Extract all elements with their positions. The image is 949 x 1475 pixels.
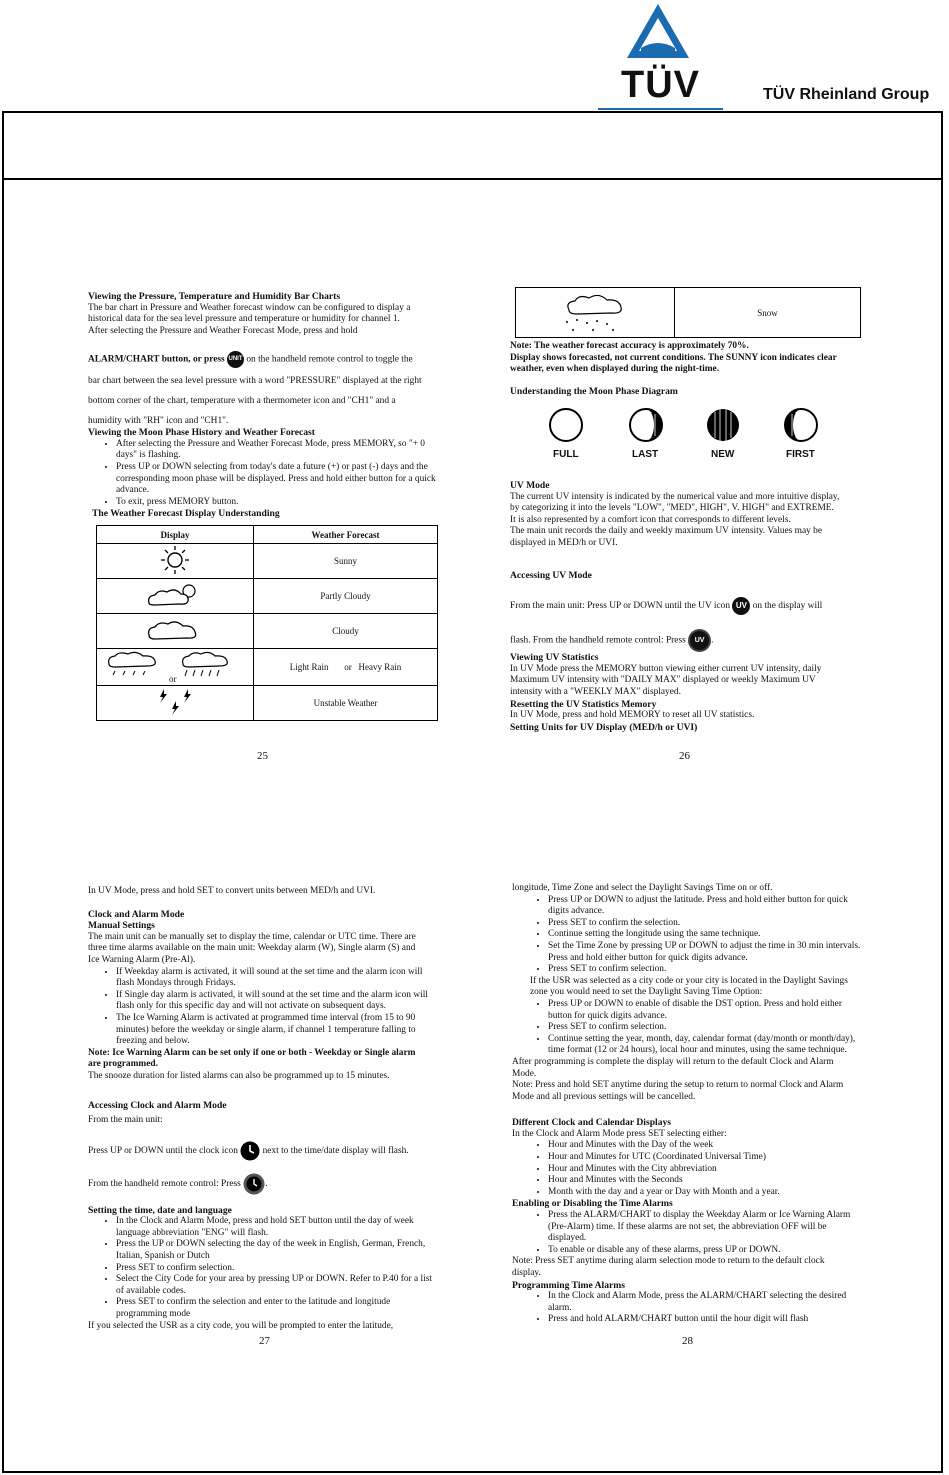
list-item: • Press UP or DOWN to adjust the latitude. Press and hold either button for quick digits advance.	[548, 895, 867, 918]
list-item: • Hour and Minutes with the City abbreviation	[548, 1164, 867, 1176]
heading-accessing-uv: Accessing UV Mode	[510, 569, 592, 581]
list-item: • After selecting the Pressure and Weather Forecast Mode, press MEMORY, so "+ 0 days" is flashing.	[116, 439, 438, 462]
heading-programming-alarms: Programming Time Alarms	[512, 1279, 625, 1291]
list-item: • Continue setting the year, month, day, calendar format (day/month or month/day), time format (12 or 24 hours), local hour and minutes, using the same technique.	[548, 1034, 867, 1057]
heading-enable-alarms: Enabling or Disabling the Time Alarms	[512, 1198, 673, 1210]
row-snow: Snow	[675, 288, 861, 338]
list-item: • Month with the day and a year or Day with Month and a year.	[548, 1187, 867, 1199]
list-item: • Press the ALARM/CHART to display the Weekday Alarm or Ice Warning Alarm (Pre-Alarm) time. If these alarms are not set, the abbreviation OFF will be displayed.	[548, 1210, 867, 1245]
heading-uv-mode: UV Mode	[510, 480, 550, 491]
heading-moon-history: Viewing the Moon Phase History and Weather Forecast	[88, 427, 315, 439]
text-line: bar chart between the sea level pressure with a word "PRESSURE" displayed at the right	[88, 376, 422, 387]
text-line: The main unit records the daily and weekly maximum UV intensity. Values may be	[510, 526, 822, 537]
light-rain-icon	[103, 650, 167, 682]
text-line: The current UV intensity is indicated by the numerical value and more intuitive display,	[510, 491, 840, 502]
enable-alarms-list	[512, 1210, 867, 1256]
text-line: bottom corner of the chart, temperature with a thermometer icon and "CH1" and a	[88, 395, 396, 406]
unstable-weather-icon	[150, 687, 200, 717]
note-line: are programmed.	[88, 1059, 158, 1070]
text-line: display.	[512, 1268, 541, 1278]
partly-cloudy-icon	[143, 581, 207, 609]
list-item: • Press the UP or DOWN selecting the day of the week in English, German, French, Italian, Spanish or Dutch	[116, 1239, 438, 1262]
note-line: weather, even when displayed during the night-time.	[510, 364, 720, 375]
list-item: • Press UP or DOWN to enable of disable the DST option. Press and hold either button for quick digits advance.	[548, 999, 867, 1022]
unit-button-icon: UNIT	[227, 351, 244, 368]
text-line: zone you would need to set the Daylight Saving Time Option:	[530, 987, 763, 998]
display-options-list	[512, 1140, 867, 1198]
text-line: Mode.	[512, 1068, 537, 1079]
list-item: • Press SET to confirm selection.	[548, 964, 867, 976]
moon-label-full: FULL	[553, 449, 579, 460]
page-27: In UV Mode, press and hold SET to convert units between MED/h and UVI. Clock and Alarm Mode Manual Settings The main unit can be manually set to display the time, calendar or UTC time. There are three time alarms available on the main unit: Weekday alarm (W), Single alarm (S) and Ice Warning Alarm (Pre-Al). • If Weekday alarm is activated, it will sound at the set time and the alarm icon will flash Mondays through Fridays. • If Single day alarm is activated, it will sound at the set time and the alarm icon will flash only for this specific day and will not activate on subsequent days. • The Ice Warning Alarm is activated at programmed time interval (from 15 to 90 minutes) before the weekday or single alarm, if channel 1 temperature falling to freezing and below. Note: Ice Warning Alarm can be set only if one or both - Weekday or Single alarm are programmed. The snooze duration for listed alarms can also be programmed up to 15 minutes. Accessing Clock and Alarm Mode From the main unit: Press UP or DOWN until the clock icon next to the time/date display will flash. From the handheld remote control: Press . Setting the time, date and language • In the Clock and Alarm Mode, press and hold SET button until the day of week language abbreviation "ENG" will flash. • Press the UP or DOWN selecting the day of the week in English, German, French, Italian, Spanish or Dutch • Press SET to confirm selection. • Select the City Code for your area by pressing UP or DOWN. Refer to P.40 for a list of available codes. • Press SET to confirm the selection and enter to the latitude and longitude programming mode If you selected the USR as a city code, you will be prompted to enter the latitude,	[88, 886, 438, 1332]
text-line: In UV Mode, press and hold MEMORY to reset all UV statistics.	[510, 710, 755, 721]
text-line: Heavy Rain	[358, 662, 402, 672]
page-number-25: 25	[257, 750, 268, 762]
moon-label-first: FIRST	[786, 449, 815, 460]
or-label: or	[169, 674, 177, 684]
heading-manual-settings: Manual Settings	[88, 920, 155, 932]
alarm-types-list	[88, 967, 438, 1048]
list-item: • Select the City Code for your area by pressing UP or DOWN. Refer to P.40 for a list of available codes.	[116, 1274, 438, 1297]
moon-new-icon	[704, 406, 742, 444]
col-forecast: Weather Forecast	[254, 526, 438, 544]
list-item: • If Single day alarm is activated, it will sound at the set time and the alarm icon will flash only for this specific day and will not activate on subsequent days.	[116, 990, 438, 1013]
text-line: Press UP or DOWN until the clock icon	[88, 1145, 238, 1156]
list-item: • Hour and Minutes with the Day of the week	[548, 1140, 867, 1152]
logo-underline	[598, 108, 723, 110]
text-line: longitude, Time Zone and select the Daylight Savings Time on or off.	[512, 883, 773, 893]
text-line: humidity with "RH" icon and "CH1".	[88, 415, 229, 426]
page-number-26: 26	[679, 750, 690, 762]
text-line: Note: Press SET anytime during alarm selection mode to return to the default clock	[512, 1256, 825, 1267]
text-line: displayed in MED/h or UVI.	[510, 537, 618, 548]
list-item: • To exit, press MEMORY button.	[116, 497, 438, 509]
dst-steps-list	[512, 999, 867, 1057]
list-item: • Hour and Minutes for UTC (Coordinated Universal Time)	[548, 1152, 867, 1164]
text-line: Maximum UV intensity with "DAILY MAX" displayed or weekly Maximum UV	[510, 675, 816, 686]
heading-setting-time: Setting the time, date and language	[88, 1204, 232, 1216]
row-unstable: Unstable Weather	[254, 686, 438, 721]
text-line: It is also represented by a comfort icon that corresponds to different levels.	[510, 514, 791, 525]
text-line: In UV Mode, press and hold SET to convert units between MED/h and UVI.	[88, 886, 376, 896]
text-line: flash. From the handheld remote control: Press	[510, 635, 686, 646]
row-sunny: Sunny	[254, 544, 438, 579]
list-item: • Press SET to confirm the selection.	[548, 918, 867, 930]
list-item: • In the Clock and Alarm Mode, press and hold SET button until the day of week language abbreviation "ENG" will flash.	[116, 1216, 438, 1239]
page-26	[510, 341, 870, 397]
cloudy-icon	[143, 617, 207, 643]
text-line: Note: Press and hold SET anytime during the setup to return to normal Clock and Alarm	[512, 1080, 844, 1091]
list-item: • The Ice Warning Alarm is activated at programmed time interval (from 15 to 90 minutes) before the weekday or single alarm, if channel 1 temperature falling to freezing and below.	[116, 1013, 438, 1048]
moon-full-icon	[547, 406, 585, 444]
clock-icon	[240, 1141, 260, 1161]
list-item: • Hour and Minutes with the Seconds	[548, 1175, 867, 1187]
list-item: • Press SET to confirm the selection and enter to the latitude and longitude programming mode	[116, 1297, 438, 1320]
heavy-rain-icon	[179, 650, 235, 682]
header-divider	[2, 178, 943, 180]
moon-label-last: LAST	[632, 449, 659, 460]
heading-moon-diagram: Understanding the Moon Phase Diagram	[510, 385, 678, 397]
text-line: Light Rain	[289, 662, 329, 672]
tuv-logo-text: TÜV	[621, 64, 700, 106]
weather-forecast-table	[96, 525, 438, 721]
remote-uv-button-icon: UV	[688, 629, 711, 652]
heading-forecast-table: The Weather Forecast Display Understanding	[92, 508, 280, 520]
list-item: • To enable or disable any of these alarms, press UP or DOWN.	[548, 1245, 867, 1257]
text-line: ALARM/CHART button, or press	[88, 355, 225, 366]
list-item: • Continue setting the longitude using the same technique.	[548, 929, 867, 941]
note-line: Display shows forecasted, not current conditions. The SUNNY icon indicates clear	[510, 352, 837, 363]
heading-bar-charts: Viewing the Pressure, Temperature and Humidity Bar Charts	[88, 291, 341, 302]
text-line: From the handheld remote control: Press	[88, 1178, 241, 1189]
sunny-icon	[155, 545, 195, 575]
text-line: three time alarms available on the main unit: Weekday alarm (W), Single alarm (S) and	[88, 943, 416, 954]
page-number-28: 28	[682, 1335, 693, 1347]
heading-reset-uv: Resetting the UV Statistics Memory	[510, 698, 657, 710]
row-rain: Light Rain or Heavy Rain	[254, 649, 438, 686]
page-28	[512, 883, 867, 1326]
remote-clock-button-icon	[243, 1173, 265, 1195]
moon-first-icon	[782, 406, 820, 444]
note-line: Note: Ice Warning Alarm can be set only if one or both - Weekday or Single alarm	[88, 1047, 416, 1058]
text-line: The snooze duration for listed alarms can also be programmed up to 15 minutes.	[88, 1070, 390, 1081]
text-line: intensity with a "WEEKLY MAX" displayed.	[510, 686, 681, 697]
text-line: on the display will	[752, 601, 823, 612]
page-25	[88, 291, 438, 520]
text-line: Mode and all previous settings will be cancelled.	[512, 1091, 696, 1102]
text-line: historical data for the sea level pressure and temperature or humidity for channel 1.	[88, 314, 400, 325]
text-line: In UV Mode press the MEMORY button viewing either current UV intensity, daily	[510, 663, 822, 674]
row-partly-cloudy: Partly Cloudy	[254, 579, 438, 614]
heading-uv-statistics: Viewing UV Statistics	[510, 652, 599, 664]
moon-last-icon	[627, 406, 665, 444]
text-line: If the USR was selected as a city code or your city is located in the Daylight Savings	[530, 975, 848, 986]
moon-steps-list	[88, 439, 438, 509]
list-item: • If Weekday alarm is activated, it will sound at the set time and the alarm icon will flash Mondays through Fridays.	[116, 967, 438, 990]
heading-clock-alarm: Clock and Alarm Mode	[88, 908, 185, 920]
text-line: After programming is complete the display will return to the default Clock and Alarm	[512, 1056, 834, 1067]
list-item: • Set the Time Zone by pressing UP or DOWN to adjust the time in 30 min intervals. Press and hold either button for quick digits advance.	[548, 941, 867, 964]
page-number-27: 27	[259, 1335, 270, 1347]
text-line: From the main unit: Press UP or DOWN until the UV icon	[510, 601, 731, 612]
text-line: on the handheld remote control to toggle the	[246, 355, 413, 366]
uv-icon: UV	[732, 597, 750, 615]
text-line: Ice Warning Alarm (Pre-Al).	[88, 954, 196, 965]
heading-clock-displays: Different Clock and Calendar Displays	[512, 1117, 672, 1129]
text-line: After selecting the Pressure and Weather Forecast Mode, press and hold	[88, 325, 358, 336]
heading-uv-units: Setting Units for UV Display (MED/h or UVI)	[510, 721, 698, 733]
list-item: • In the Clock and Alarm Mode, press the ALARM/CHART selecting the desired alarm.	[548, 1291, 867, 1314]
list-item: • Press SET to confirm selection.	[116, 1263, 438, 1275]
snow-icon	[547, 290, 643, 334]
snow-table	[515, 287, 861, 338]
note-line: Note: The weather forecast accuracy is approximately 70%.	[510, 341, 749, 351]
setting-time-list	[88, 1216, 438, 1320]
text-line: by categorizing it into the levels "LOW", "MED", HIGH", V. HIGH" and EXTREME.	[510, 503, 834, 514]
programming-alarms-list	[512, 1291, 867, 1326]
list-item: • Press SET to confirm selection.	[548, 1022, 867, 1034]
text-line: If you selected the USR as a city code, you will be prompted to enter the latitude,	[88, 1320, 394, 1331]
row-cloudy: Cloudy	[254, 614, 438, 649]
text-line: next to the time/date display will flash.	[262, 1145, 409, 1156]
tuv-logo-triangle-icon	[625, 2, 691, 60]
latitude-steps-list	[512, 895, 867, 976]
text-line: From the main unit:	[88, 1115, 163, 1126]
group-name: TÜV Rheinland Group	[763, 86, 930, 103]
text-line: The main unit can be manually set to display the time, calendar or UTC time. There are	[88, 931, 416, 942]
text-line: The bar chart in Pressure and Weather forecast window can be configured to display a	[88, 302, 411, 313]
col-display: Display	[97, 526, 254, 544]
heading-accessing-clock: Accessing Clock and Alarm Mode	[88, 1099, 227, 1111]
list-item: • Press UP or DOWN selecting from today's date a future (+) or past (-) days and the corresponding moon phase will be displayed. Press and hold either button for a quick advance.	[116, 462, 438, 497]
text-line: In the Clock and Alarm Mode press SET selecting either:	[512, 1128, 727, 1139]
list-item: • Press and hold ALARM/CHART button until the hour digit will flash	[548, 1314, 867, 1326]
page-26-uv: UV Mode The current UV intensity is indicated by the numerical value and more intuitive display, by categorizing it into the levels "LOW", "MED", HIGH", V. HIGH" and EXTREME. It is also represented by a comfort icon that corresponds to different levels. The main unit records the daily and weekly maximum UV intensity. Values may be displayed in MED/h or UVI. Accessing UV Mode From the main unit: Press UP or DOWN until the UV icon UV on the display will flash. From the handheld remote control: Press UV . Viewing UV Statistics In UV Mode press the MEMORY button viewing either current UV intensity, daily Maximum UV intensity with "DAILY MAX" displayed or weekly Maximum UV intensity with a "WEEKLY MAX" displayed. Resetting the UV Statistics Memory In UV Mode, press and hold MEMORY to reset all UV statistics. Setting Units for UV Display (MED/h or UVI)	[510, 480, 870, 733]
moon-label-new: NEW	[711, 449, 735, 460]
